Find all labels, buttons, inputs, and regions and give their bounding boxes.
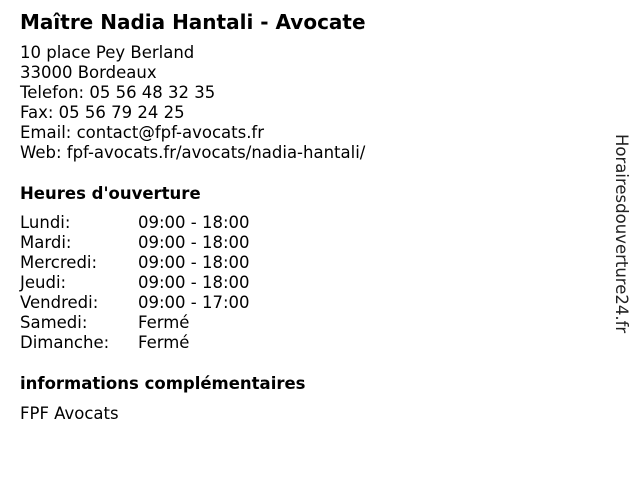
hours-day: Lundi: [20,213,71,232]
hours-heading: Heures d'ouverture [20,184,201,203]
hours-row [20,313,250,333]
hours-time: 09:00 - 17:00 [138,293,250,312]
hours-day: Vendredi: [20,293,99,312]
hours-day: Samedi: [20,313,88,332]
hours-row [20,293,250,313]
hours-row [20,273,250,293]
hours-day: Mercredi: [20,253,98,272]
web-line: Web: fpf-avocats.fr/avocats/nadia-hantali/ [20,143,366,162]
email-line: Email: contact@fpf-avocats.fr [20,123,265,142]
info-heading: informations complémentaires [20,374,306,393]
hours-time: 09:00 - 18:00 [138,233,250,252]
contact-block [20,43,365,163]
address-city: 33000 Bordeaux [20,63,157,82]
hours-time: 09:00 - 18:00 [138,253,250,272]
hours-day: Mardi: [20,233,72,252]
phone-line: Telefon: 05 56 48 32 35 [20,83,216,102]
hours-time: Fermé [138,313,190,332]
hours-row [20,333,250,353]
hours-table [20,213,250,353]
hours-time: 09:00 - 18:00 [138,273,250,292]
hours-day: Dimanche: [20,333,110,352]
hours-row [20,253,250,273]
hours-time: Fermé [138,333,190,352]
watermark-text: Horairesdouverture24.fr [612,134,631,334]
hours-row [20,213,250,233]
watermark-vertical [610,134,634,374]
hours-time: 09:00 - 18:00 [138,213,250,232]
fax-line: Fax: 05 56 79 24 25 [20,103,185,122]
address-street: 10 place Pey Berland [20,43,195,62]
info-text: FPF Avocats [20,404,119,423]
hours-row [20,233,250,253]
page-title: Maître Nadia Hantali - Avocate [20,10,366,34]
hours-day: Jeudi: [20,273,67,292]
